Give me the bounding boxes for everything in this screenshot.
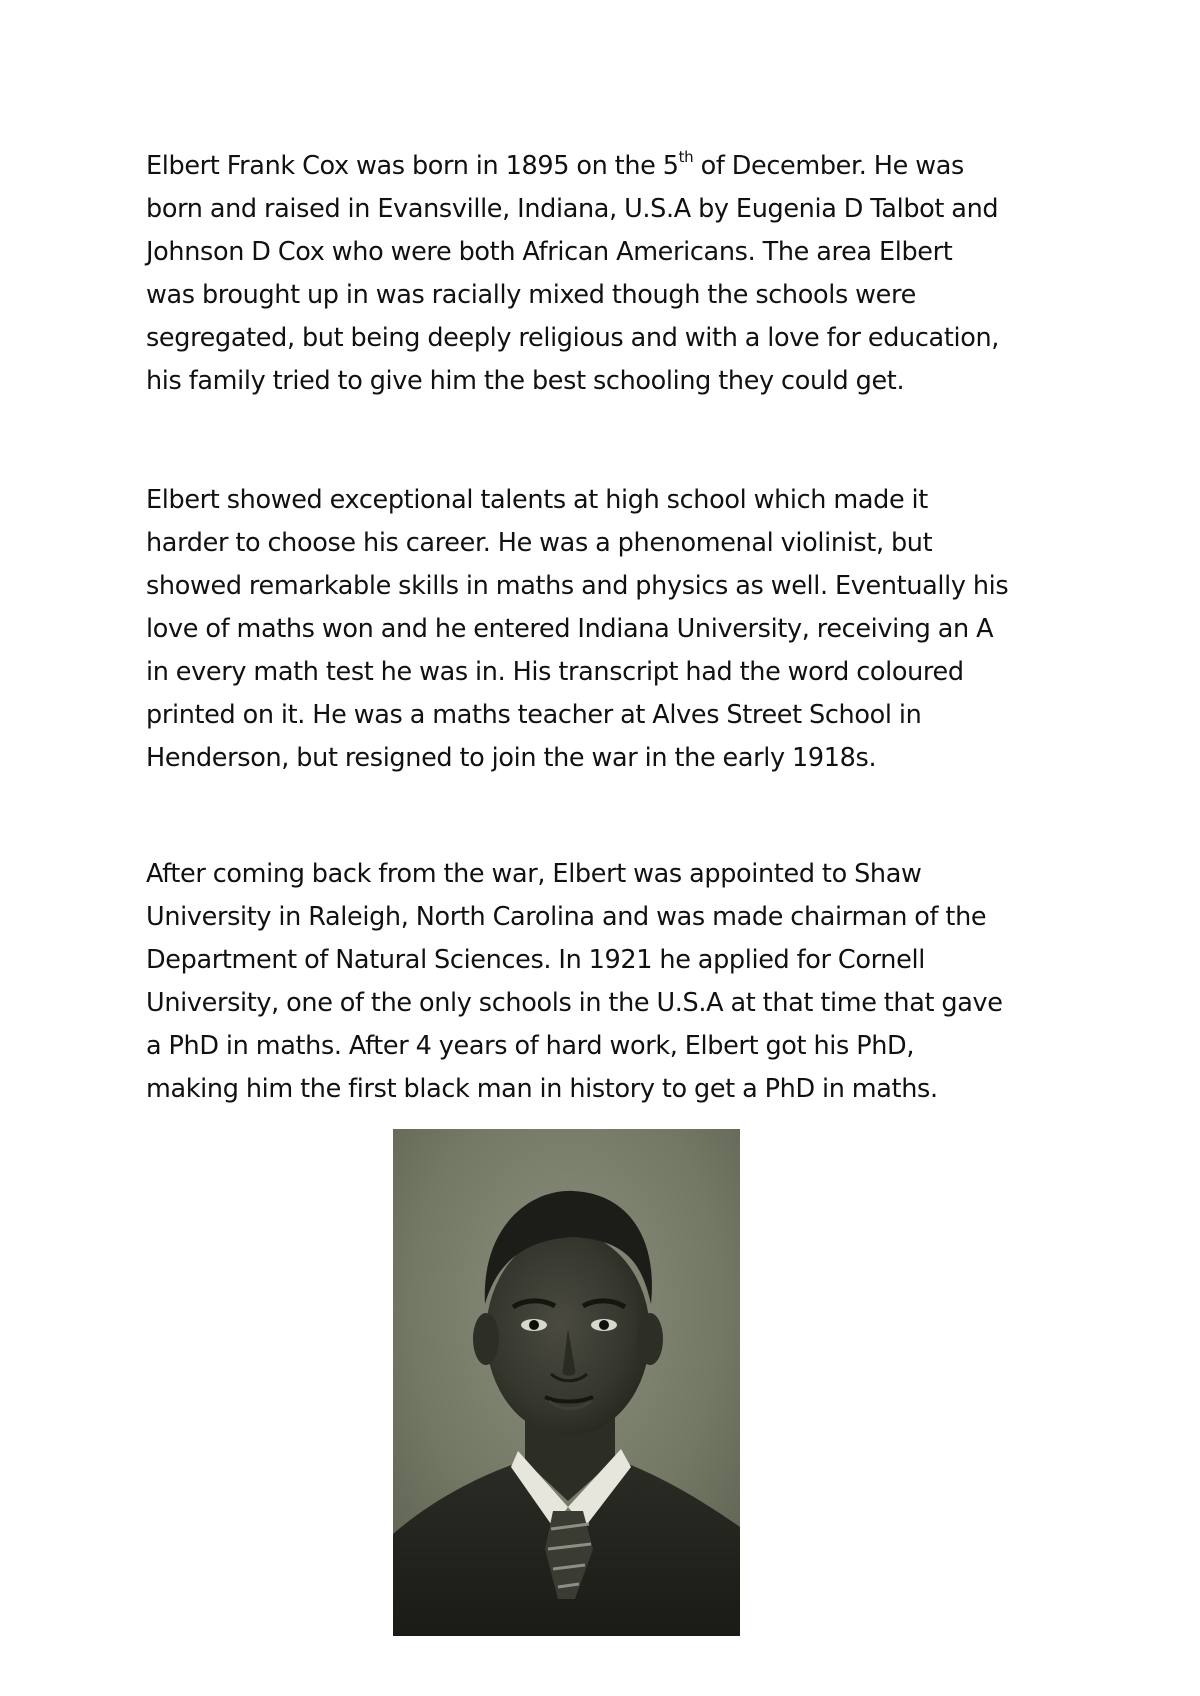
text-line: Department of Natural Sciences. In 1921 he applied for Cornell [146, 945, 925, 975]
text-fragment: Elbert Frank Cox was born in 1895 on the 5 [146, 151, 679, 181]
text-line: segregated, but being deeply religious and with a love for education, [146, 323, 1000, 353]
ordinal-suffix: th [678, 147, 694, 166]
text-line: Elbert showed exceptional talents at high school which made it [146, 485, 928, 515]
paragraph-career [146, 853, 1086, 1111]
text-line: showed remarkable skills in maths and physics as well. Eventually his [146, 571, 1009, 601]
text-line: printed on it. He was a maths teacher at Alves Street School in [146, 700, 922, 730]
text-line: harder to choose his career. He was a phenomenal violinist, but [146, 528, 933, 558]
paragraph-birth [146, 145, 1086, 403]
text-fragment: of December. He was [693, 151, 964, 181]
text-line: born and raised in Evansville, Indiana, U.S.A by Eugenia D Talbot and [146, 194, 999, 224]
text-line: Johnson D Cox who were both African Americans. The area Elbert [146, 237, 953, 267]
text-line: making him the first black man in history to get a PhD in maths. [146, 1074, 938, 1104]
text-line: University in Raleigh, North Carolina and was made chairman of the [146, 902, 987, 932]
left-ear [473, 1313, 499, 1365]
text-line: was brought up in was racially mixed though the schools were [146, 280, 916, 310]
text-line: Henderson, but resigned to join the war in the early 1918s. [146, 743, 877, 773]
text-line: After coming back from the war, Elbert was appointed to Shaw [146, 859, 922, 889]
text-line: his family tried to give him the best schooling they could get. [146, 366, 905, 396]
text-line: love of maths won and he entered Indiana University, receiving an A [146, 614, 994, 644]
left-pupil [529, 1320, 539, 1330]
text-line [146, 145, 1086, 188]
right-pupil [599, 1320, 609, 1330]
portrait-photo [393, 1129, 740, 1636]
text-line: University, one of the only schools in the U.S.A at that time that gave [146, 988, 1003, 1018]
text-line: in every math test he was in. His transcript had the word coloured [146, 657, 964, 687]
text-line: a PhD in maths. After 4 years of hard work, Elbert got his PhD, [146, 1031, 915, 1061]
paragraph-education [146, 479, 1086, 780]
right-ear [637, 1313, 663, 1365]
